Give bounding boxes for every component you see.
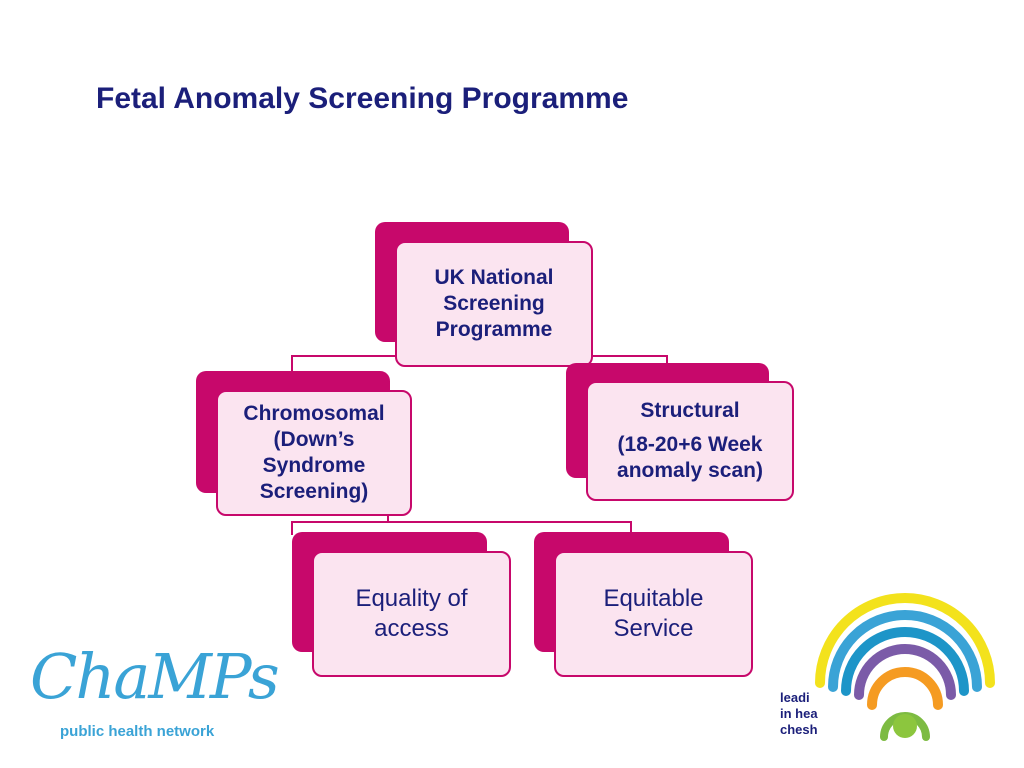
- node-label: Chromosomal (Down’s Syndrome Screening): [243, 402, 385, 503]
- node-label: Equitable Service: [603, 585, 704, 642]
- leading-line: leadi: [780, 690, 810, 705]
- champs-wordmark: ChaMPs: [30, 640, 278, 713]
- leading-line: chesh: [780, 722, 818, 737]
- champs-logo: [30, 640, 278, 750]
- champs-tagline: public health network: [60, 723, 215, 740]
- node-label: Structural: [640, 399, 740, 422]
- node-box: [586, 381, 794, 501]
- node-label: UK National Screening Programme: [434, 266, 554, 341]
- node-sublabel: (18-20+6 Week anomaly scan): [617, 433, 763, 482]
- arc-orange: [872, 672, 938, 705]
- node-box: [554, 551, 753, 677]
- rainbow-arcs-logo: [800, 555, 1010, 755]
- slide-title: Fetal Anomaly Screening Programme: [96, 82, 629, 115]
- node-label: Equality of access: [355, 585, 468, 642]
- node-box: [312, 551, 511, 677]
- leading-line: in hea: [780, 706, 818, 721]
- node-box: [395, 241, 593, 367]
- center-dot: [893, 714, 917, 738]
- node-box: [216, 390, 412, 516]
